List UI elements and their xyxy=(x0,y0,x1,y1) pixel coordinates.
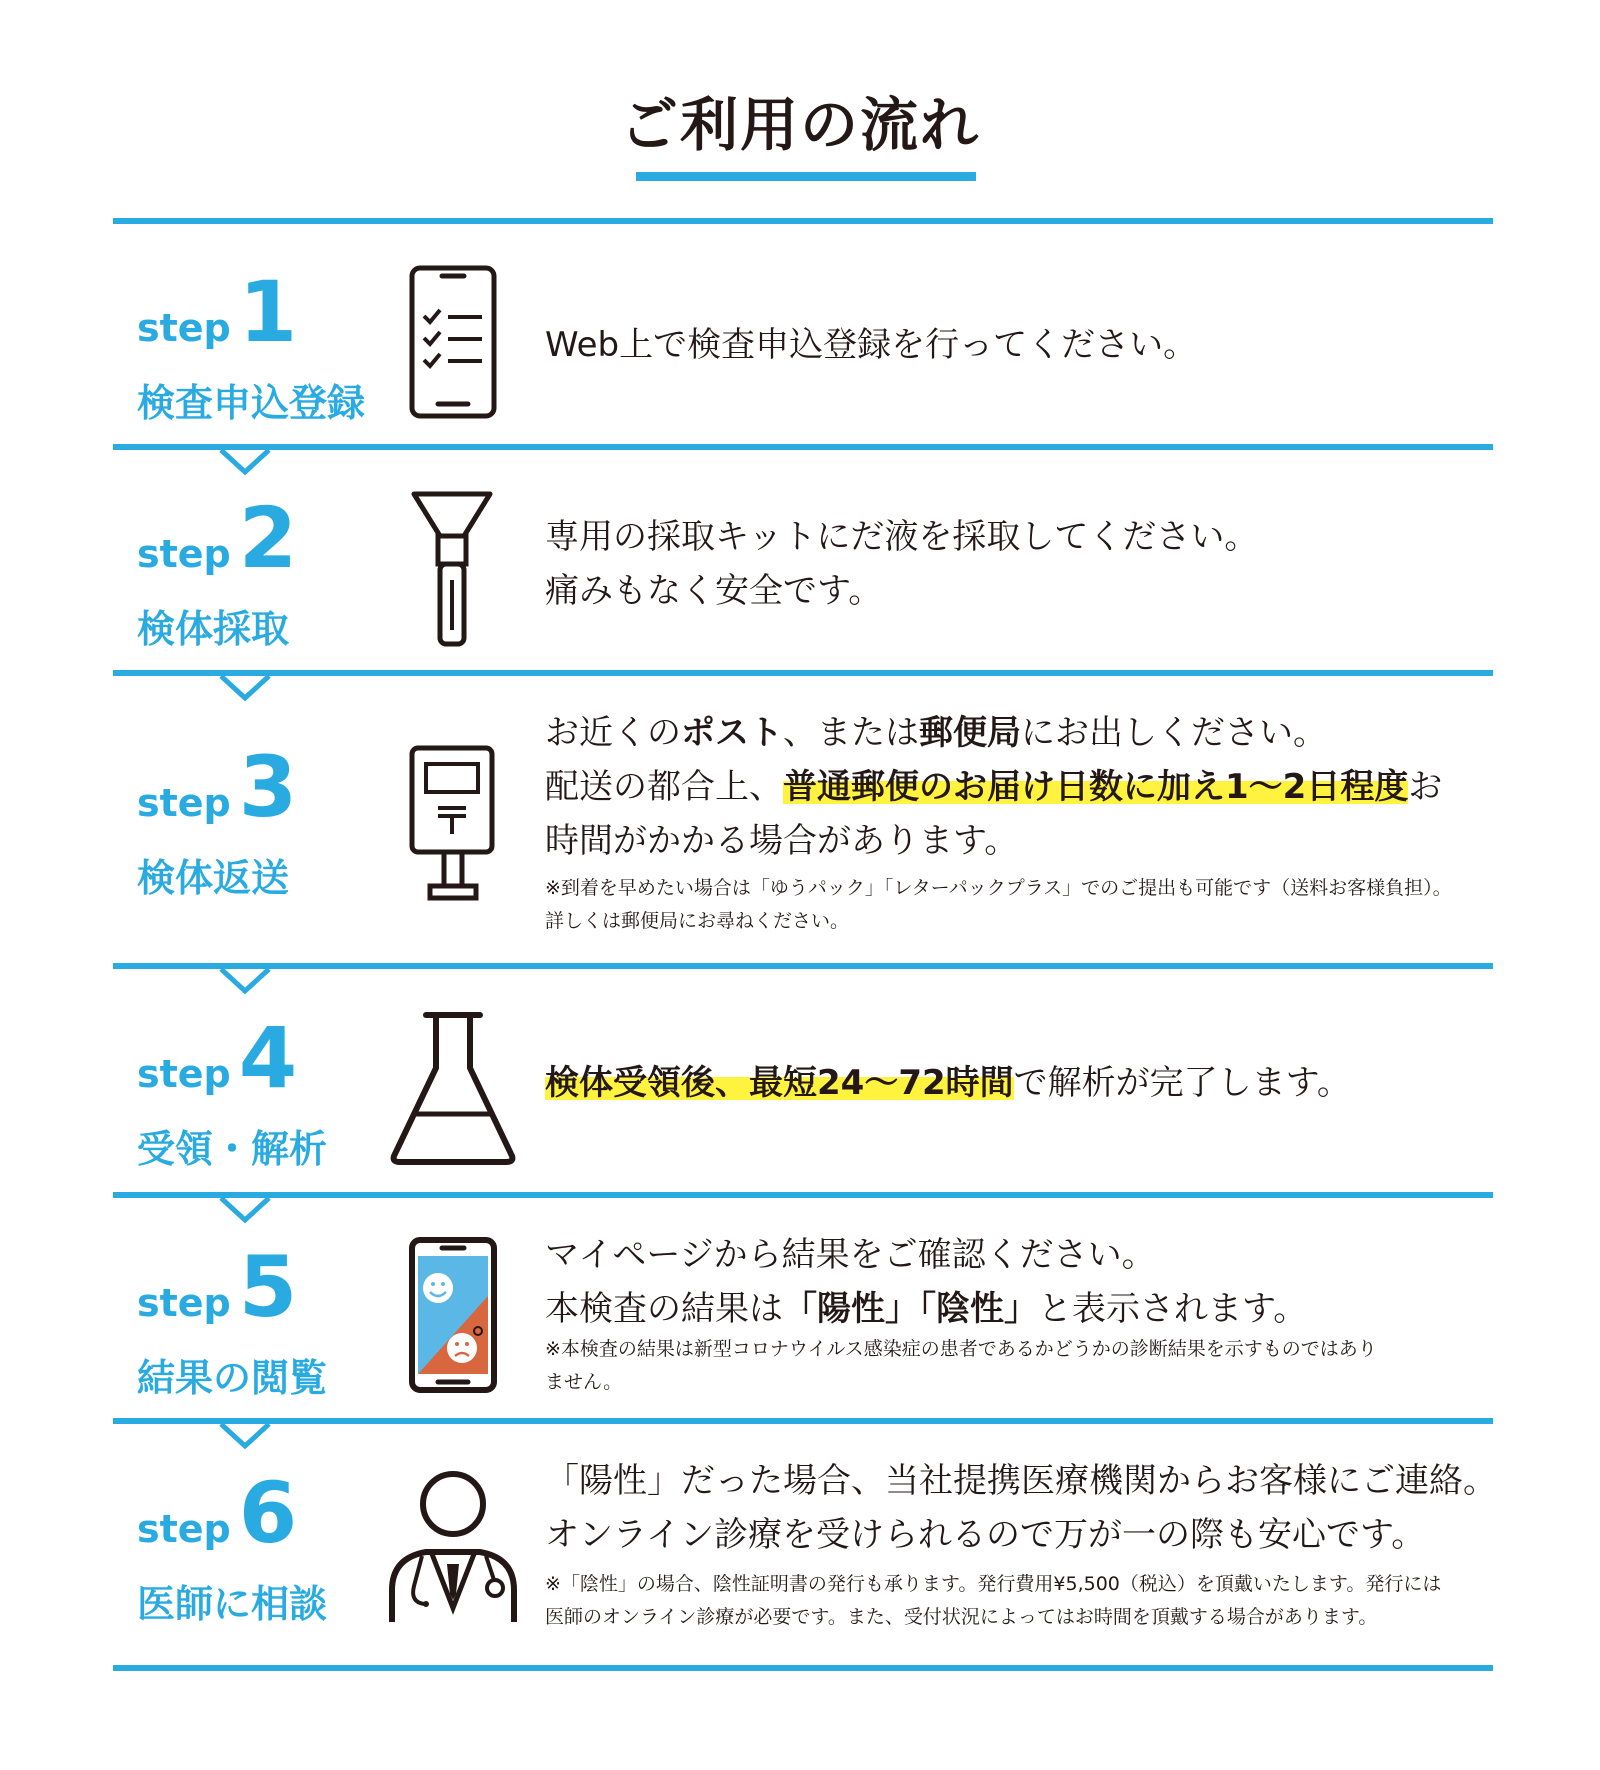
step-4-description xyxy=(545,1056,1351,1110)
text-segment: お近くの xyxy=(545,713,681,753)
text-segment: お xyxy=(1408,767,1443,807)
step-5-note-line-2: ません。 xyxy=(545,1371,623,1393)
step-6-note-line-2: 医師のオンライン診療が必要です。また、受付状況によってはお時間を頂戴する場合があります。 xyxy=(545,1606,1378,1628)
divider-bottom xyxy=(113,1665,1493,1671)
step-3-line-2 xyxy=(545,760,1442,814)
text-segment: 配送の都合上、 xyxy=(545,767,783,807)
chevron-down-icon xyxy=(219,448,271,476)
emphasis-post-office: 郵便局 xyxy=(919,713,1021,753)
title-underline xyxy=(636,172,976,181)
step-6-line-1: 「陽性」だった場合、当社提携医療機関からお客様にご連絡。 xyxy=(545,1461,1497,1501)
divider-3 xyxy=(113,963,1493,969)
divider-1 xyxy=(113,444,1493,450)
smartphone-checklist-icon xyxy=(408,264,498,420)
divider-4 xyxy=(113,1192,1493,1198)
step-6-line-2: オンライン診療を受けられるので万が一の際も安心です。 xyxy=(545,1515,1426,1555)
step-5-description xyxy=(545,1228,1307,1336)
chevron-down-icon xyxy=(219,1196,271,1224)
step-3-name: 検体返送 xyxy=(137,856,290,900)
step-5-note xyxy=(545,1333,1377,1399)
chevron-down-icon xyxy=(219,1422,271,1450)
highlight-analysis-time: 検体受領後、最短24〜72時間 xyxy=(545,1063,1014,1103)
step-6-name: 医師に相談 xyxy=(137,1582,328,1626)
step-word: step xyxy=(137,532,231,576)
step-1-name: 検査申込登録 xyxy=(137,381,366,425)
step-word: step xyxy=(137,1507,231,1551)
step-5-line-2 xyxy=(545,1282,1307,1336)
doctor-icon xyxy=(386,1468,520,1628)
step-6-note-line-1: ※「陰性」の場合、陰性証明書の発行も承ります。発行費用¥5,500（税込）を頂戴いたします。発行には xyxy=(545,1573,1442,1595)
step-word: step xyxy=(137,1052,231,1096)
emphasis-results: 「陽性」「陰性」 xyxy=(783,1289,1038,1329)
step-number: 1 xyxy=(238,263,298,361)
chevron-down-icon xyxy=(219,674,271,702)
step-1-description: Web上で検査申込登録を行ってください。 xyxy=(545,325,1198,365)
text-segment: 、または xyxy=(783,713,919,753)
divider-5 xyxy=(113,1418,1493,1424)
page-title: ご利用の流れ xyxy=(619,91,980,159)
divider-2 xyxy=(113,670,1493,676)
saliva-collection-kit-icon xyxy=(410,488,494,648)
emphasis-post: ポスト xyxy=(681,713,783,753)
text-segment: 本検査の結果は xyxy=(545,1289,783,1329)
step-6-description xyxy=(545,1454,1497,1562)
step-number: 3 xyxy=(238,738,298,836)
step-word: step xyxy=(137,1281,231,1325)
step-5-name: 結果の閲覧 xyxy=(137,1356,328,1400)
flask-icon xyxy=(388,1010,518,1168)
step-3-label xyxy=(137,738,298,836)
step-4-label xyxy=(137,1009,298,1107)
smartphone-result-icon xyxy=(408,1236,498,1394)
step-number: 4 xyxy=(238,1009,298,1107)
step-3-line-3: 時間がかかる場合があります。 xyxy=(545,821,1019,861)
step-6-label xyxy=(137,1464,298,1562)
highlight-delivery-days: 普通郵便のお届け日数に加え1〜2日程度 xyxy=(783,767,1409,807)
text-segment: と表示されます。 xyxy=(1038,1289,1308,1329)
step-5-label xyxy=(137,1238,298,1336)
step-3-note-line-2: 詳しくは郵便局にお尋ねください。 xyxy=(545,910,850,932)
text-segment: で解析が完了します。 xyxy=(1013,1063,1351,1103)
step-3-note-line-1: ※到着を早めたい場合は「ゆうパック」「レターパックプラス」でのご提出も可能です（送料お客様負担）。 xyxy=(545,877,1452,899)
step-2-description xyxy=(545,510,1258,618)
step-5-note-line-1: ※本検査の結果は新型コロナウイルス感染症の患者であるかどうかの診断結果を示すものではあり xyxy=(545,1338,1377,1360)
divider-top xyxy=(113,218,1493,224)
step-6-note xyxy=(545,1568,1441,1634)
step-1-label xyxy=(137,263,298,361)
step-3-description xyxy=(545,706,1442,868)
step-2-line-2: 痛みもなく安全です。 xyxy=(545,571,883,611)
step-3-line-1 xyxy=(545,706,1442,760)
step-5-line-1: マイページから結果をご確認ください。 xyxy=(545,1235,1156,1275)
step-number: 6 xyxy=(238,1464,298,1562)
step-word: step xyxy=(137,306,231,350)
step-2-line-1: 専用の採取キットにだ液を採取してください。 xyxy=(545,517,1259,557)
step-2-name: 検体採取 xyxy=(137,607,290,651)
text-segment: にお出しください。 xyxy=(1021,713,1327,753)
step-4-name: 受領・解析 xyxy=(137,1127,328,1171)
step-2-label xyxy=(137,489,298,587)
chevron-down-icon xyxy=(219,967,271,995)
step-number: 5 xyxy=(238,1238,298,1336)
postbox-icon xyxy=(408,744,498,902)
step-word: step xyxy=(137,781,231,825)
step-number: 2 xyxy=(238,489,298,587)
step-3-note xyxy=(545,872,1452,938)
